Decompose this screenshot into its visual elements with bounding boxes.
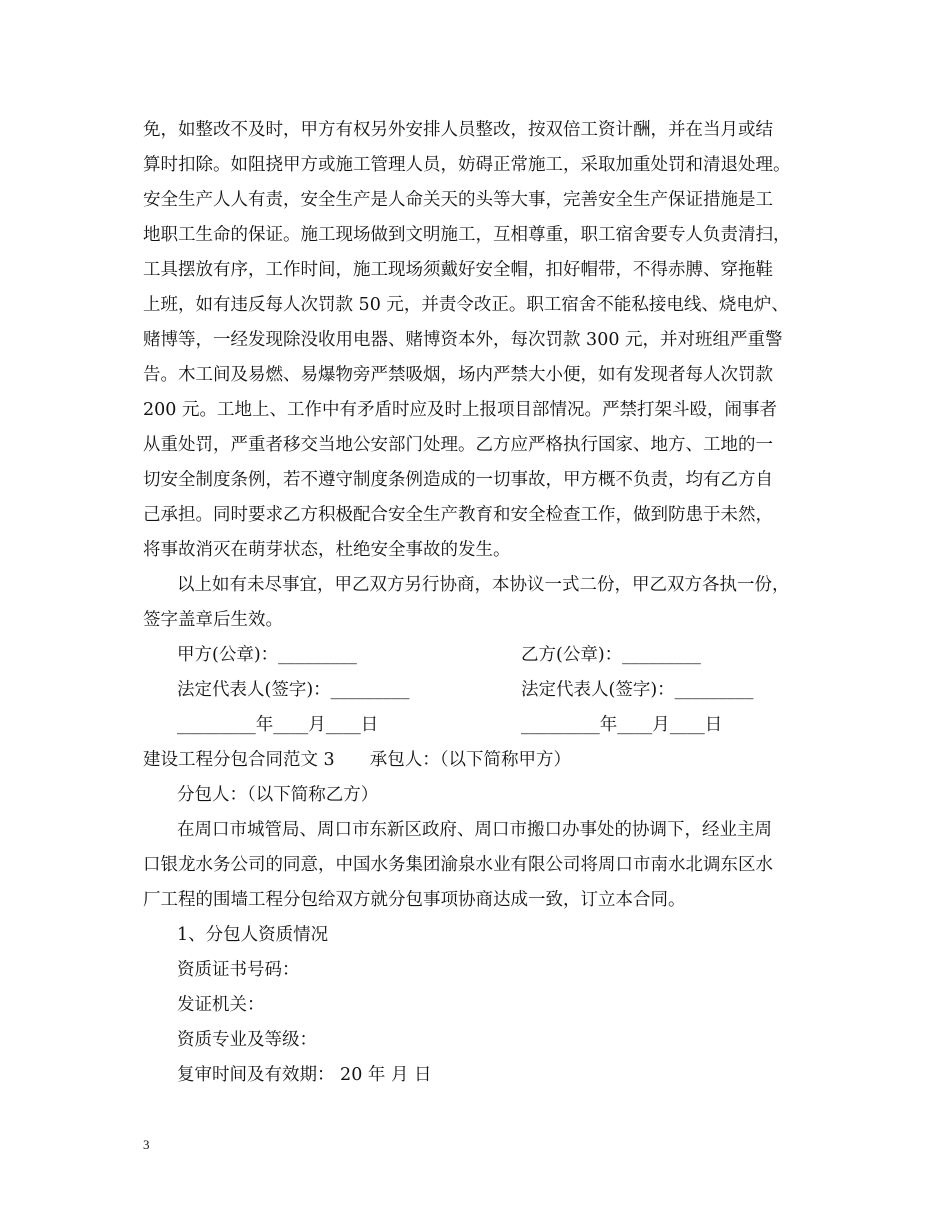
body-line: 签字盖章后生效。: [143, 610, 283, 630]
party-b-seal: 乙方(公章)：_________: [521, 645, 701, 665]
body-line: 算时扣除。如阻挠甲方或施工管理人员，妨碍正常施工，采取加重处罚和清退处理。: [143, 155, 791, 175]
party-a-representative: 法定代表人(签字)：_________: [177, 680, 410, 700]
subcontractor-line: 分包人：（以下简称乙方）: [177, 785, 379, 805]
body-line: 上班，如有违反每人次罚款 50 元，并责令改正。职工宿舍不能私接电线、烧电炉、: [143, 295, 789, 315]
body-line: 200 元。工地上、工作中有矛盾时应及时上报项目部情况。严禁打架斗殴，闹事者: [143, 400, 777, 420]
body-line: 工具摆放有序，工作时间，施工现场须戴好安全帽，扣好帽带，不得赤膊、穿拖鞋: [143, 260, 773, 280]
body-line: 将事故消灭在萌芽状态，杜绝安全事故的发生。: [143, 540, 511, 560]
body-line: 切安全制度条例，若不遵守制度条例造成的一切事故，甲方概不负责，均有乙方自: [143, 470, 773, 490]
intro-line: 厂工程的围墙工程分包给双方就分包事项协商达成一致，订立本合同。: [143, 890, 686, 910]
body-line: 免，如整改不及时，甲方有权另外安排人员整改，按双倍工资计酬，并在当月或结: [143, 120, 773, 140]
party-b-representative: 法定代表人(签字)：_________: [521, 680, 754, 700]
body-line: 赌博等，一经发现除没收用电器、赌博资本外，每次罚款 300 元，并对班组严重警: [143, 330, 783, 350]
issuer-field: 发证机关：: [177, 995, 265, 1015]
cert-number-field: 资质证书号码：: [177, 960, 300, 980]
party-b-date: _________年____月____日: [521, 715, 723, 735]
intro-line: 在周口市城管局、周口市东新区政府、周口市搬口办事处的协调下，经业主周: [177, 820, 772, 840]
page-number: 3: [143, 1137, 150, 1152]
party-a-date: _________年____月____日: [177, 715, 379, 735]
section-title: 建设工程分包合同范文 3 承包人：（以下简称甲方）: [143, 750, 571, 770]
review-field: 复审时间及有效期： 20 年 月 日: [177, 1065, 432, 1085]
body-line: 地职工生命的保证。施工现场做到文明施工，互相尊重，职工宿舍要专人负责清扫，: [143, 225, 791, 245]
body-line: 从重处罚，严重者移交当地公安部门处理。乙方应严格执行国家、地方、工地的一: [143, 435, 773, 455]
body-line: 安全生产人人有责，安全生产是人命关天的头等大事，完善安全生产保证措施是工: [143, 190, 773, 210]
body-line: 告。木工间及易燃、易爆物旁严禁吸烟，场内严禁大小便，如有发现者每人次罚款: [143, 365, 773, 385]
grade-field: 资质专业及等级：: [177, 1030, 317, 1050]
item-heading: 1、分包人资质情况: [177, 925, 329, 945]
intro-line: 口银龙水务公司的同意，中国水务集团渝泉水业有限公司将周口市南水北调东区水: [143, 855, 773, 875]
party-a-seal: 甲方(公章)：_________: [177, 645, 357, 665]
body-line: 以上如有未尽事宜，甲乙双方另行协商，本协议一式二份，甲乙双方各执一份，: [177, 575, 790, 595]
body-line: 己承担。同时要求乙方积极配合安全生产教育和安全检查工作，做到防患于未然，: [143, 505, 773, 525]
